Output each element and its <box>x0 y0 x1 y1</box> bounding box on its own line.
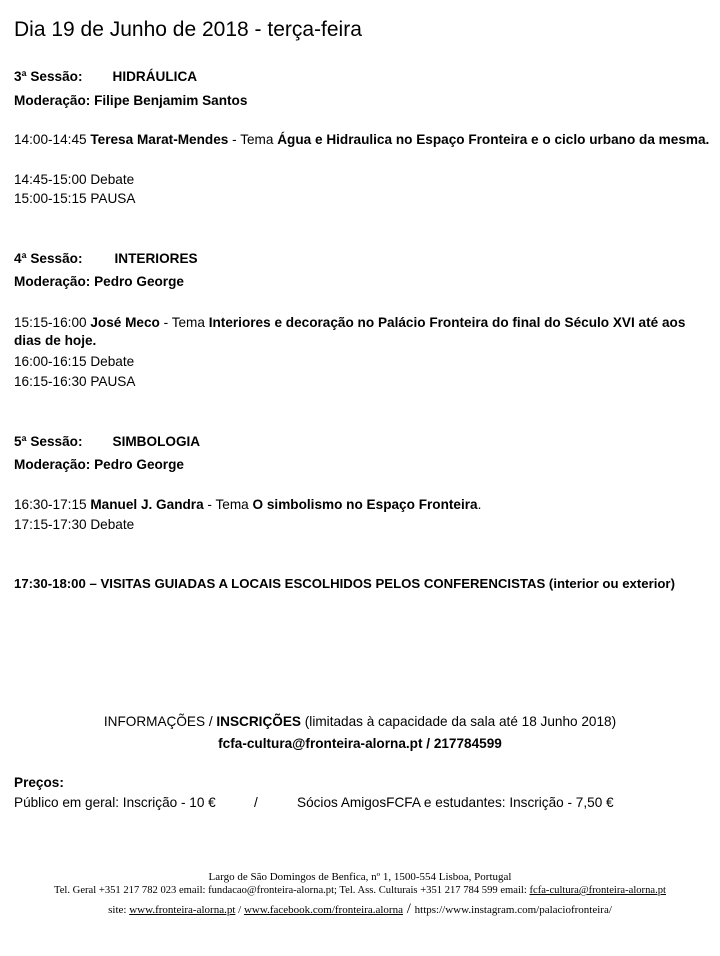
prices-general: Público em geral: Inscrição - 10 € <box>14 795 216 810</box>
talk-theme: Interiores e decoração no Palácio Fronteira do final do Século XVI até aos dias de hoje. <box>14 315 686 348</box>
talk-theme: Água e Hidraulica no Espaço Fronteira e o ciclo urbano da mesma. <box>277 132 710 147</box>
footer-phones: Tel. Geral +351 217 782 023 email: fundacao@fronteira-alorna.pt; Tel. Ass. Culturais +351 217 784 599 email: <box>54 885 530 896</box>
talk-time: 16:30-17:15 <box>14 497 87 512</box>
info-contact: fcfa-cultura@fronteira-alorna.pt / 217784599 <box>218 736 502 751</box>
talk-theme: O simbolismo no Espaço Fronteira <box>252 497 478 512</box>
footer-site-label: site: <box>108 904 130 916</box>
footer-links <box>0 902 720 917</box>
session-4-talk <box>14 314 714 350</box>
guided-visits-main: 17:30-18:00 – VISITAS GUIADAS A LOCAIS ESCOLHIDOS PELOS CONFERENCISTAS <box>14 576 546 591</box>
session-3-name: HIDRÁULICA <box>112 69 198 84</box>
session-4-item: 16:00-16:15 Debate <box>14 354 135 369</box>
footer-instagram-link[interactable]: https://www.instagram.com/palaciofronteira/ <box>414 904 612 916</box>
session-4-name: INTERIORES <box>114 251 198 266</box>
footer-contacts <box>0 884 720 898</box>
session-4-item: 16:15-16:30 PAUSA <box>14 374 136 389</box>
session-3-label: 3ª Sessão: <box>14 69 83 84</box>
session-3-talk <box>14 131 714 149</box>
talk-time: 14:00-14:45 <box>14 132 87 147</box>
footer-site-link[interactable]: www.fronteira-alorna.pt <box>129 904 236 916</box>
prices-title: Preços: <box>14 775 64 790</box>
talk-time: 15:15-16:00 <box>14 315 87 330</box>
talk-speaker: José Meco <box>90 315 160 330</box>
info-limit: (limitadas à capacidade da sala até 18 Junho 2018) <box>301 714 617 729</box>
footer-address: Largo de São Domingos de Benfica, nº 1, 1500-554 Lisboa, Portugal <box>208 871 512 883</box>
talk-speaker: Manuel J. Gandra <box>90 497 204 512</box>
talk-speaker: Teresa Marat-Mendes <box>90 132 229 147</box>
info-label-bold: INSCRIÇÕES <box>216 714 301 729</box>
footer-sep: / <box>235 904 244 916</box>
session-5-name: SIMBOLOGIA <box>112 434 201 449</box>
session-4-moderation: Moderação: Pedro George <box>14 274 184 289</box>
session-5-item: 17:15-17:30 Debate <box>14 517 135 532</box>
guided-visits-note: (interior ou exterior) <box>545 576 675 591</box>
info-label: INFORMAÇÕES / <box>103 714 217 729</box>
talk-sep: - Tema <box>203 497 253 512</box>
session-3-item: 14:45-15:00 Debate <box>14 172 135 187</box>
footer-email-link[interactable]: fcfa-cultura@fronteira-alorna.pt <box>529 885 666 896</box>
footer-sep: / <box>402 901 415 917</box>
session-5-moderation: Moderação: Pedro George <box>14 457 184 472</box>
session-3-heading <box>14 68 197 86</box>
prices-divider: / <box>254 795 258 810</box>
session-4-label: 4ª Sessão: <box>14 251 83 266</box>
footer-facebook-link[interactable]: www.facebook.com/fronteira.alorna <box>243 904 403 916</box>
session-5-talk <box>14 496 481 514</box>
session-3-moderation: Moderação: Filipe Benjamim Santos <box>14 93 248 108</box>
info-line <box>0 713 720 731</box>
talk-sep: - Tema <box>159 315 209 330</box>
guided-visits <box>14 575 675 593</box>
page-title: Dia 19 de Junho de 2018 - terça-feira <box>14 18 362 41</box>
session-5-heading <box>14 433 200 451</box>
session-5-label: 5ª Sessão: <box>14 434 83 449</box>
session-4-heading <box>14 250 198 268</box>
talk-tail: . <box>477 497 482 512</box>
prices-members: Sócios AmigosFCFA e estudantes: Inscrição - 7,50 € <box>297 795 614 810</box>
talk-sep: - Tema <box>228 132 278 147</box>
session-3-item: 15:00-15:15 PAUSA <box>14 191 136 206</box>
